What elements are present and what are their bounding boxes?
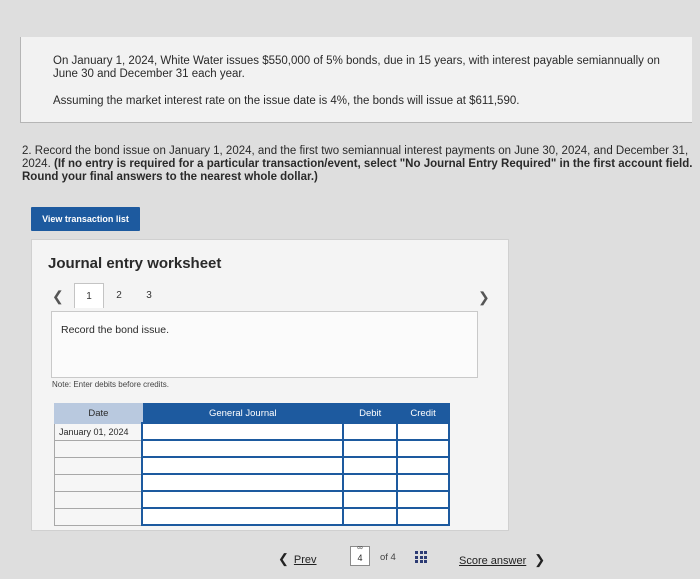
account-input[interactable] [142,508,343,525]
header-debit: Debit [343,404,397,424]
chevron-right-icon[interactable]: ❯ [478,289,490,305]
worksheet-title: Journal entry worksheet [48,255,222,272]
date-cell: January 01, 2024 [55,423,143,440]
chevron-left-icon[interactable]: ❮ [52,288,64,304]
problem-statement [20,37,692,123]
account-input[interactable] [142,491,343,508]
credit-input[interactable] [397,440,449,457]
score-answer-label: Score answer [459,555,527,567]
table-row [55,457,450,474]
account-input[interactable] [142,423,343,440]
link-icon: ∞ [357,543,363,552]
header-credit: Credit [397,404,449,424]
question-main: 2. Record the bond issue on January 1, 2024, and the first two semiannual interest payments on June 30, 2024, and December 31, 2024. [22,145,689,170]
credit-input[interactable] [397,457,449,474]
header-general-journal: General Journal [142,404,343,424]
credit-input[interactable] [397,474,449,491]
score-answer-button[interactable] [459,552,545,568]
instruction-box [51,311,478,378]
instruction-text: Record the bond issue. [61,324,169,336]
table-row [55,423,450,440]
date-cell [55,508,143,525]
date-cell [55,440,143,457]
debit-input[interactable] [343,457,397,474]
date-cell [55,474,143,491]
debit-input[interactable] [343,508,397,525]
account-input[interactable] [142,440,343,457]
debit-credit-note: Note: Enter debits before credits. [52,380,169,389]
worksheet-tabs [74,283,164,308]
table-row [55,508,450,525]
credit-input[interactable] [397,423,449,440]
table-row [55,491,450,508]
problem-paragraph-2: Assuming the market interest rate on the issue date is 4%, the bonds will issue at $611,590. [53,95,520,107]
page-number-box[interactable] [350,543,370,566]
tab-2[interactable]: 2 [116,290,122,301]
account-input[interactable] [142,457,343,474]
debit-input[interactable] [343,423,397,440]
journal-table [54,403,450,526]
chevron-left-icon: ❮ [278,551,289,566]
table-row [55,474,450,491]
current-page: 4 [357,553,363,563]
account-input[interactable] [142,474,343,491]
date-cell [55,457,143,474]
date-cell [55,491,143,508]
credit-input[interactable] [397,508,449,525]
debit-input[interactable] [343,474,397,491]
chevron-right-icon: ❯ [534,552,546,567]
page-total: of 4 [380,552,396,563]
debit-input[interactable] [343,440,397,457]
debit-input[interactable] [343,491,397,508]
header-date: Date [55,404,143,424]
prev-label: Prev [293,554,317,566]
grid-icon[interactable] [415,551,427,563]
prev-button[interactable] [278,551,317,567]
view-transaction-list-button[interactable]: View transaction list [31,207,140,231]
question-text [22,145,700,184]
tab-1[interactable]: 1 [74,283,104,308]
problem-paragraph-1: On January 1, 2024, White Water issues $550,000 of 5% bonds, due in 15 years, with interest payable semiannually on June 30 and December 31 each year. [53,55,660,80]
table-row [55,440,450,457]
credit-input[interactable] [397,491,449,508]
tab-3[interactable]: 3 [146,290,152,301]
question-instructions: (If no entry is required for a particular transaction/event, select "No Journal Entry Required" in the first account field. Round your final answers to the nearest whole dollar.) [22,158,693,183]
